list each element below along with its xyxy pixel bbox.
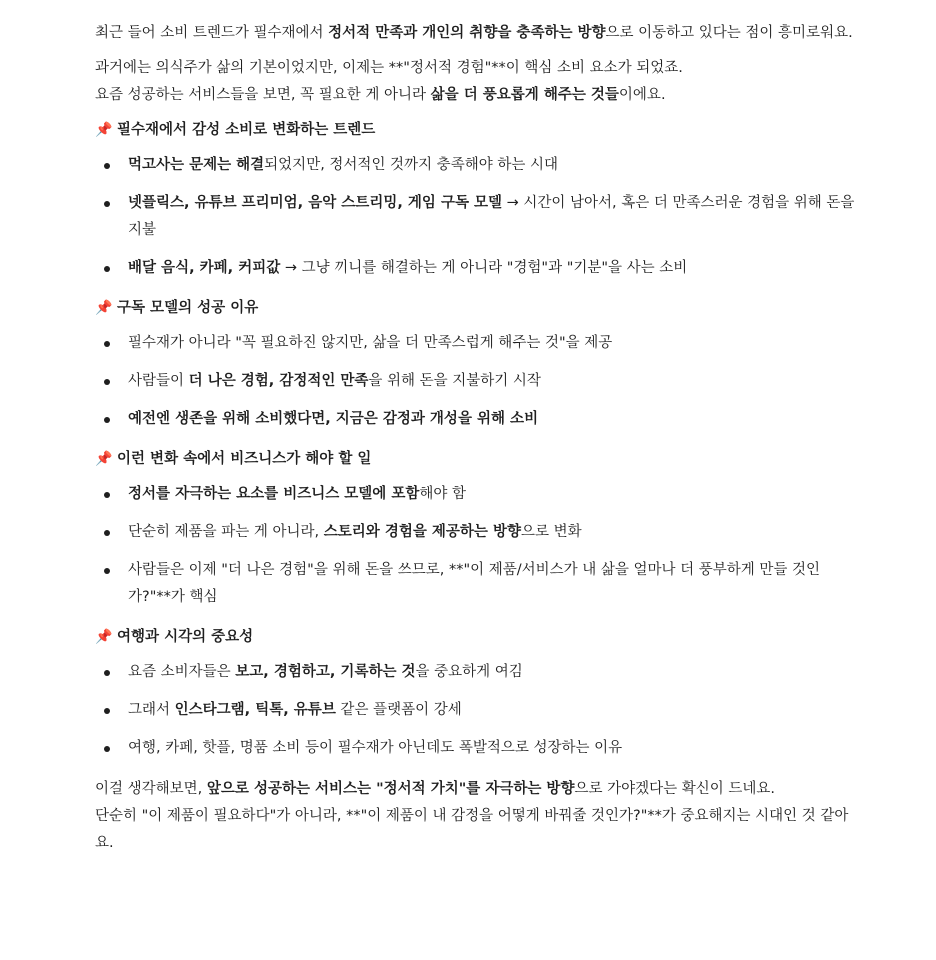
list-item-emphasis: 먹고사는 문제는 해결	[128, 157, 265, 173]
intro-emphasis: 정서적 만족과 개인의 취향을 충족하는 방향	[328, 25, 606, 41]
list-item	[95, 406, 855, 433]
message-body	[95, 0, 855, 857]
bullet-list	[95, 481, 855, 611]
intro-text: 으로 이동하고 있다는 점이 흥미로워요.	[605, 25, 853, 41]
list-item-emphasis: 넷플릭스, 유튜브 프리미엄, 음악 스트리밍, 게임 구독 모델	[128, 195, 503, 211]
list-item	[95, 519, 855, 546]
conclusion-text: 으로 가야겠다는 확신이 드네요.	[574, 781, 775, 797]
list-item	[95, 557, 855, 611]
pushpin-icon: 📌	[95, 300, 113, 316]
pushpin-icon: 📌	[95, 629, 113, 645]
list-item-text: 같은 플랫폼이 강세	[335, 702, 462, 718]
section-title: 여행과 시각의 중요성	[117, 629, 254, 645]
bullet-list	[95, 659, 855, 762]
list-item	[95, 368, 855, 395]
section-heading	[95, 295, 855, 321]
list-item-text: 그래서	[128, 702, 175, 718]
list-item-emphasis: 정서를 자극하는 요소를 비즈니스 모델에 포함	[128, 486, 420, 502]
list-item-text: 을 위해 돈을 지불하기 시작	[368, 373, 541, 389]
section-title: 이런 변화 속에서 비즈니스가 해야 할 일	[117, 451, 372, 467]
list-item-emphasis: 보고, 경험하고, 기록하는 것	[235, 664, 416, 680]
list-item	[95, 190, 855, 244]
list-item-text: → 그냥 끼니를 해결하는 게 아니라 "경험"과 "기분"을 사는 소비	[280, 260, 688, 276]
list-item-text: 되었지만, 정서적인 것까지 충족해야 하는 시대	[264, 157, 558, 173]
context-line	[95, 82, 855, 109]
list-item-text: 사람들이	[128, 373, 189, 389]
section-heading	[95, 117, 855, 143]
list-item	[95, 481, 855, 508]
conclusion-emphasis: 앞으로 성공하는 서비스는 "정서적 가치"를 자극하는 방향	[206, 781, 575, 797]
context-emphasis: 삶을 더 풍요롭게 해주는 것들	[430, 87, 619, 103]
list-item-text: 해야 함	[419, 486, 467, 502]
pushpin-icon: 📌	[95, 122, 113, 138]
list-item-emphasis: 더 나은 경험, 감정적인 만족	[188, 373, 369, 389]
list-item	[95, 735, 855, 762]
closing-paragraph: 단순히 "이 제품이 필요하다"가 아니라, **"이 제품이 내 감정을 어떻게 바꿔줄 것인가?"**가 중요해지는 시대인 것 같아요.	[95, 808, 849, 851]
list-item-text: 으로 변화	[520, 524, 582, 540]
list-item	[95, 659, 855, 686]
list-item-text: → 시간이 남아서, 혹은 더 만족스러운 경험을 위해 돈을 지불	[128, 195, 855, 238]
list-item-emphasis: 예전엔 생존을 위해 소비했다면, 지금은 감정과 개성을 위해 소비	[128, 411, 539, 427]
list-item-text: 필수재가 아니라 "꼭 필요하진 않지만, 삶을 더 만족스럽게 해주는 것"을 제공	[128, 335, 613, 351]
list-item	[95, 330, 855, 357]
list-item-text: 요즘 소비자들은	[128, 664, 236, 680]
section-heading	[95, 624, 855, 650]
list-item-text: 을 중요하게 여김	[415, 664, 523, 680]
context-paragraph	[95, 55, 855, 109]
context-text: 요즘 성공하는 서비스들을 보면, 꼭 필요한 게 아니라	[95, 87, 431, 103]
list-item	[95, 697, 855, 724]
context-line: 과거에는 의식주가 삶의 기본이었지만, 이제는 **"정서적 경험"**이 핵심 소비 요소가 되었죠.	[95, 60, 683, 76]
section-heading	[95, 446, 855, 472]
list-item	[95, 152, 855, 179]
list-item-emphasis: 스토리와 경험을 제공하는 방향	[323, 524, 521, 540]
conclusion-text: 이걸 생각해보면,	[95, 781, 207, 797]
intro-paragraph	[95, 20, 855, 47]
bullet-list	[95, 330, 855, 433]
section-title: 필수재에서 감성 소비로 변화하는 트렌드	[117, 122, 376, 138]
bullet-list	[95, 152, 855, 282]
context-text: 이에요.	[618, 87, 666, 103]
list-item-text: 사람들은 이제 "더 나은 경험"을 위해 돈을 쓰므로, **"이 제품/서비스가 내 삶을 얼마나 더 풍부하게 만들 것인가?"**가 핵심	[128, 562, 821, 605]
list-item-text: 단순히 제품을 파는 게 아니라,	[128, 524, 324, 540]
list-item-text: 여행, 카페, 핫플, 명품 소비 등이 필수재가 아닌데도 폭발적으로 성장하는 이유	[128, 740, 623, 756]
pushpin-icon: 📌	[95, 451, 113, 467]
intro-text: 최근 들어 소비 트렌드가 필수재에서	[95, 25, 329, 41]
list-item	[95, 255, 855, 282]
list-item-emphasis: 인스타그램, 틱톡, 유튜브	[174, 702, 336, 718]
section-title: 구독 모델의 성공 이유	[117, 300, 259, 316]
conclusion-paragraph	[95, 776, 855, 803]
list-item-emphasis: 배달 음식, 카페, 커피값	[128, 260, 281, 276]
